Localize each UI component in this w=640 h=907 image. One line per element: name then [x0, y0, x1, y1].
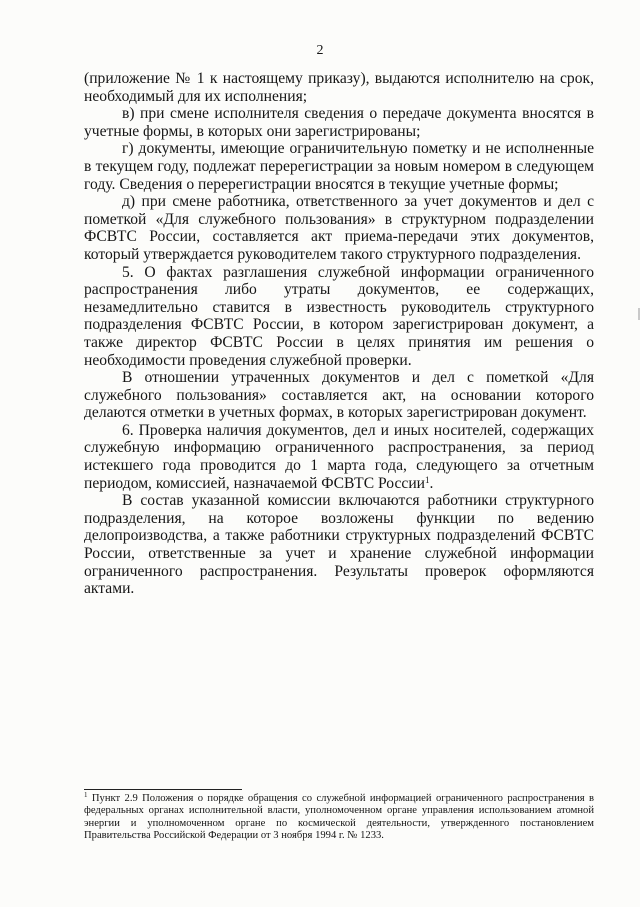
paragraph-commission: В состав указанной комиссии включаются работники структурного подразделения, на которое возложены функции по ведению делопроизводства, а также работники структурных подразделений ФСВТС России, ответственные за учет и хранение служебной информации ограниченного распространения. Результаты проверок оформляются актами. [84, 492, 594, 598]
paragraph-lost-documents: В отношении утраченных документов и дел с пометкой «Для служебного пользования» составляется акт, на основании которого делаются отметки в учетных формах, в которых зарегистрирован документ. [84, 369, 594, 422]
paragraph-section-5: 5. О фактах разглашения служебной информации ограниченного распространения либо утраты документов, ее содержащих, незамедлительно ставится в известность руководитель структурного подразделения ФСВТС России, в котором зарегистрирован документ, а также директор ФСВТС России в целях принятия им решения о необходимости проведения служебной проверки. [84, 263, 594, 369]
footnote-paragraph [84, 793, 594, 843]
footnote-marker: 1 [84, 791, 88, 799]
paragraph-item-v: в) при смене исполнителя сведения о передаче документа вносятся в учетные формы, в которых они зарегистрированы; [84, 105, 594, 140]
paragraph-item-g: г) документы, имеющие ограничительную пометку и не исполненные в текущем году, подлежат перерегистрации за новым номером в следующем году. Сведения о перерегистрации вносятся в текущие учетные формы; [84, 140, 594, 193]
paragraph-section-6-text: 6. Проверка наличия документов, дел и иных носителей, содержащих служебную информацию ограниченного распространения, за период истекшего года проводится до 1 марта года, следующего за отчетным периодом, комиссией, назначаемой ФСВТС России [84, 421, 594, 492]
document-body [84, 70, 594, 598]
page-number: 2 [316, 43, 324, 58]
paragraph-continuation: (приложение № 1 к настоящему приказу), выдаются исполнителю на срок, необходимый для их исполнения; [84, 70, 594, 105]
footnote [84, 793, 594, 843]
paragraph-item-d: д) при смене работника, ответственного за учет документов и дел с пометкой «Для служебного пользования» в структурном подразделении ФСВТС России, составляется акт приема-передачи этих документов, который утверждается руководителем такого структурного подразделения. [84, 193, 594, 263]
paragraph-section-6: 6. Проверка наличия документов, дел и иных носителей, содержащих служебную информацию ограниченного распространения, за период истекшего года проводится до 1 марта года, следующего за отчетным периодом, комиссией, назначаемой ФСВТС России$^1$. [84, 421, 594, 492]
footnote-reference: 1 [425, 474, 430, 485]
footnote-separator [84, 789, 242, 790]
footnote-text: Пункт 2.9 Положения о порядке обращения со служебной информацией ограниченного распространения в федеральных органах исполнительной власти, уполномоченном органе управления использованием атомной энергии и уполномоченном органе по космической деятельности, утвержденного постановлением Правительства Российской Федерации от 3 ноября 1994 г. № 1233. [84, 793, 594, 842]
